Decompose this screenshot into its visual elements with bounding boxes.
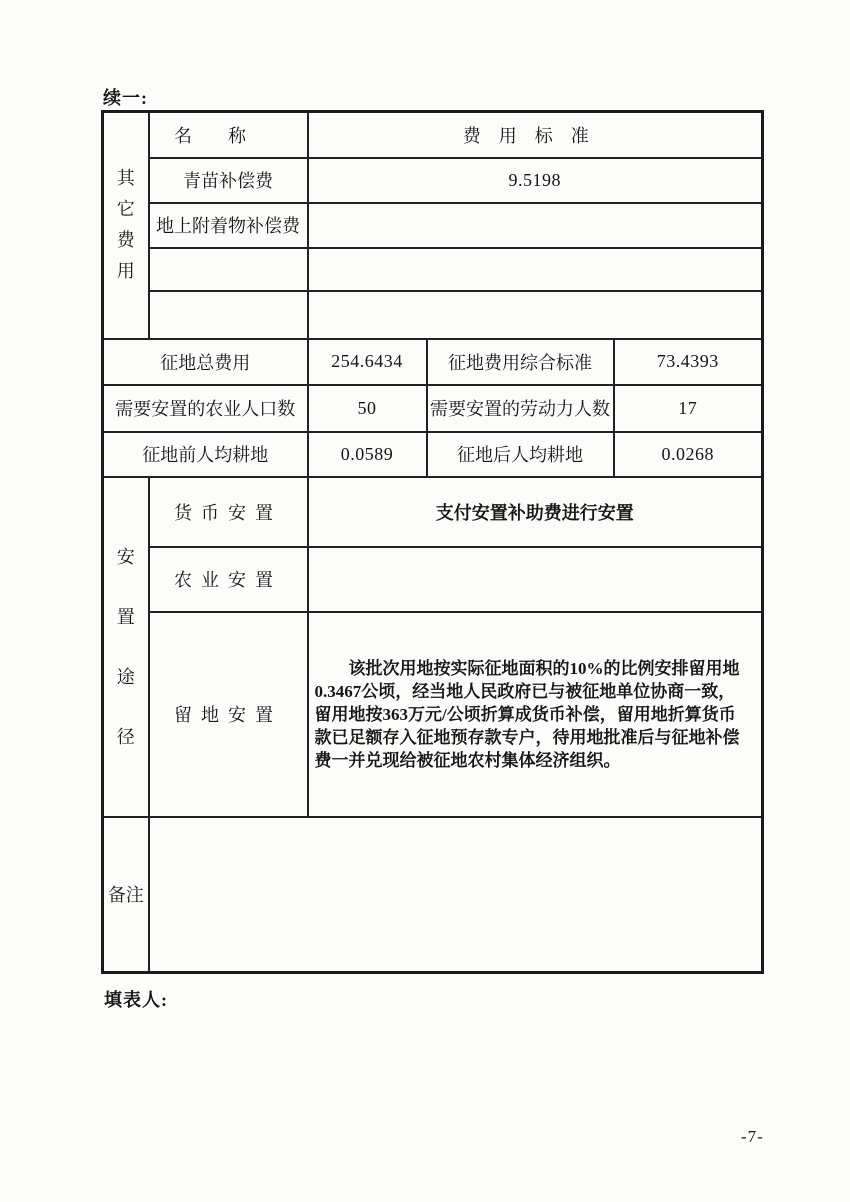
- resettlement-section-header: 安置途径: [116, 546, 135, 747]
- remarks-row: [103, 817, 763, 973]
- compensation-table-wrapper: [101, 110, 764, 974]
- resettlement-section-cell: [103, 477, 149, 817]
- agri-population-value: 50: [308, 385, 427, 432]
- total-cost-row: [103, 339, 763, 385]
- per-capita-farmland-row: [103, 432, 763, 477]
- fee-name: 青苗补偿费: [149, 158, 308, 203]
- monetary-resettlement-row: [103, 477, 763, 547]
- remarks-label: 备注: [103, 817, 149, 973]
- per-capita-before-label: 征地前人均耕地: [103, 432, 308, 477]
- per-capita-after-label: 征地后人均耕地: [427, 432, 614, 477]
- total-cost-value: 254.6434: [308, 339, 427, 385]
- fee-standard-column-header: 费用标准: [308, 112, 763, 158]
- fee-name-column-header: 名称: [149, 112, 308, 158]
- fee-standard-value: 9.5198: [308, 158, 763, 203]
- fee-standard-value: [308, 248, 763, 291]
- fee-header-row: [103, 112, 763, 158]
- agricultural-resettlement-content: [308, 547, 763, 612]
- agri-population-label: 需要安置的农业人口数: [103, 385, 308, 432]
- form-filler-label: 填表人:: [104, 990, 168, 1010]
- fee-name: [149, 248, 308, 291]
- fee-row-empty-1: [103, 248, 763, 291]
- monetary-resettlement-content: 支付安置补助费进行安置: [308, 477, 763, 547]
- land-retention-resettlement-row: [103, 612, 763, 817]
- per-capita-before-value: 0.0589: [308, 432, 427, 477]
- continuation-label: 续一:: [103, 88, 148, 108]
- comprehensive-standard-label: 征地费用综合标准: [427, 339, 614, 385]
- per-capita-after-value: 0.0268: [614, 432, 763, 477]
- labor-count-value: 17: [614, 385, 763, 432]
- land-compensation-table: [101, 110, 764, 974]
- land-retention-paragraph: 该批次用地按实际征地面积的10%的比例安排留用地0.3467公顷，经当地人民政府已与被征地单位协商一致，留用地按363万元/公顷折算成货币补偿，留用地折算货币款已足额存入征地预存款专户，待用地批准后与征地补偿费一并兑现给被征地农村集体经济组织。: [314, 658, 740, 770]
- fee-row-attachments: [103, 203, 763, 248]
- fee-name: [149, 291, 308, 339]
- population-row: [103, 385, 763, 432]
- fee-row-green-crops: [103, 158, 763, 203]
- page-number: -7-: [741, 1127, 764, 1146]
- agricultural-resettlement-label: 农业安置: [149, 547, 308, 612]
- agricultural-resettlement-row: [103, 547, 763, 612]
- labor-count-label: 需要安置的劳动力人数: [427, 385, 614, 432]
- other-fees-section-cell: [103, 112, 149, 339]
- total-cost-label: 征地总费用: [103, 339, 308, 385]
- land-retention-content-cell: [308, 612, 763, 817]
- comprehensive-standard-value: 73.4393: [614, 339, 763, 385]
- fee-standard-value: [308, 203, 763, 248]
- land-retention-resettlement-label: 留地安置: [149, 612, 308, 817]
- other-fees-section-header: 其它费用: [116, 168, 135, 282]
- remarks-content: [149, 817, 763, 973]
- fee-name: 地上附着物补偿费: [149, 203, 308, 248]
- monetary-resettlement-label: 货币安置: [149, 477, 308, 547]
- fee-row-empty-2: [103, 291, 763, 339]
- fee-standard-value: [308, 291, 763, 339]
